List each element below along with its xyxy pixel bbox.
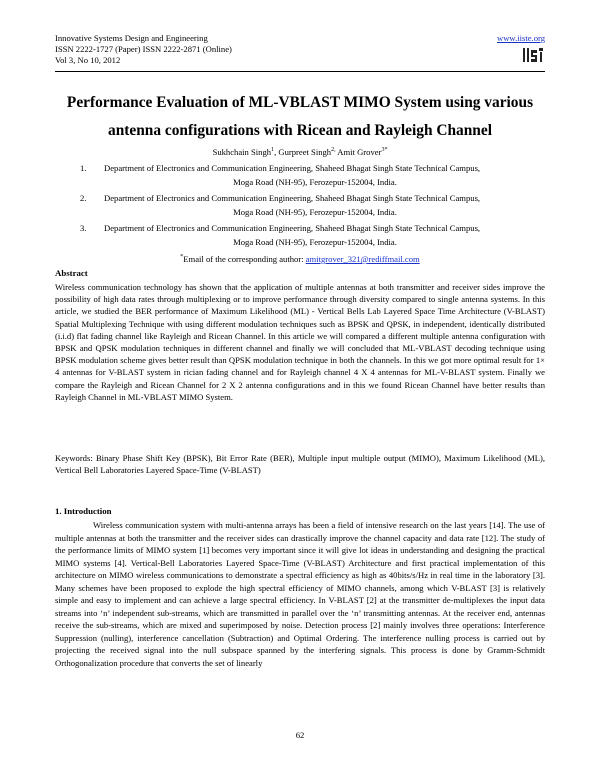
journal-issn: ISSN 2222-1727 (Paper) ISSN 2222-2871 (Online) xyxy=(55,44,232,54)
affiliation-dept: Department of Electronics and Communication Engineering, Shaheed Bhagat Singh State Technical Campus, xyxy=(104,223,481,233)
paper-title-line-2: antenna configurations with Ricean and Rayleigh Channel xyxy=(108,122,492,139)
journal-name: Innovative Systems Design and Engineering xyxy=(55,33,208,43)
affiliation-dept: Department of Electronics and Communication Engineering, Shaheed Bhagat Singh State Technical Campus, xyxy=(104,193,481,203)
page-number: 62 xyxy=(295,730,305,740)
author-name: Amit Grover xyxy=(335,147,382,157)
abstract-heading: Abstract xyxy=(55,268,88,278)
author-mark: 2, xyxy=(331,147,336,154)
abstract-body: Wireless communication technology has shown that the application of multiple antennas at both transmitter and receiver sides improve the possibility of high data rates through multiplexing or to improve performance through diversity compared to single antenna systems. In this article, we studied the BER performance of Maximum Likelihood (ML) - Vertical Bells Lab Layered Space Time Architecture (V-BLAST) Spatial Multiplexing Technique with using different modulation techniques such as BPSK and QPSK, in independent, identically distributed (i.i.d) flat fading channel like Rayleigh and Ricean Channel. In this article we will compared a different multiple antenna configuration with BPSK and QPSK modulation techniques in different channel and finally we will concluded that ML-VBLAST decoding technique using BPSK modulation scheme gives better result than QPSK modulation technique in both the channels. In this we got more optimal result for 1× 4 antennas for V-BLAST system in rician fading channel and for Rayleigh channel 4 X 4 antennas for ML-V-BLAST system. Finally we compare the Rayleigh and Ricean Channel for 2 X 2 antenna configurations and in this we found Ricean Channel have better results than Rayleigh Channel in ML-VBLAST MIMO System. xyxy=(55,282,545,402)
journal-header xyxy=(55,33,232,66)
header-divider xyxy=(55,71,545,72)
corresponding-author xyxy=(0,254,600,264)
journal-volume: Vol 3, No 10, 2012 xyxy=(55,55,121,65)
affiliation-number: 1. xyxy=(80,163,87,173)
paper-title-line-1: Performance Evaluation of ML-VBLAST MIMO System using various xyxy=(66,94,534,111)
author-mark: 3* xyxy=(381,147,388,154)
author-mark: 1 xyxy=(271,147,275,154)
iiste-logo-icon xyxy=(522,46,544,64)
affiliation-number: 3. xyxy=(80,223,87,233)
section-heading-introduction: 1. Introduction xyxy=(55,506,112,516)
keywords: Keywords: Binary Phase Shift Key (BPSK), Bit Error Rate (BER), Multiple input multiple output (MIMO), Maximum Likelihood (ML), Vertical Bell Laboratories Layered Space-Time (V-BLAST) xyxy=(55,453,545,476)
author-name: , Gurpreet Singh xyxy=(274,147,332,157)
introduction-body: Wireless communication system with multi-antenna arrays has been a field of intensive research on the last years [14]. The use of multiple antennas at both the transmitter and the receiver sides can drastically improve the channel capacity and data rate [12]. The study of the performance limits of MIMO system [1] becomes very important since it will give lot ideas in understanding and designing the practical MIMO systems [4]. Vertical-Bell Laboratories Layered Space-Time (V-BLAST) Architecture and first practical implementation of this architecture on MIMO wireless communications to demonstrate a spectral efficiency as high as 40bits/s/Hz in real time in the laboratory [3]. Many schemes have been proposed to explode the high spectral efficiency of MIMO channels, among which V-BLAST [3] is relatively simple and easy to implement and can achieve a large spectral efficiency. In V-BLAST [2] at the transmitter de-multiplexes the input data streams into ‘n’ independent sub-streams, which are transmitted in parallel over the ‘n’ transmitting antennas. At the receiver end, antennas receive the sub-streams, which are mixed and superimposed by noise. Detection process [2] mainly involves three operations: Interference Suppression (nulling), interference cancellation (Subtraction) and Optimal Ordering. The interference nulling process is carried out by projecting the received signal into the null subspace spanned by the interfering signals. This process is done by Gramm-Schmidt Orthogonalization procedure that converts the set of linearly xyxy=(55,520,545,668)
affiliation-dept: Department of Electronics and Communication Engineering, Shaheed Bhagat Singh State Technical Campus, xyxy=(104,163,481,173)
affiliation-address: Moga Road (NH-95), Ferozepur-152004, India. xyxy=(233,207,397,217)
journal-website-link[interactable]: www.iiste.org xyxy=(497,33,545,43)
affiliation-address: Moga Road (NH-95), Ferozepur-152004, India. xyxy=(233,237,397,247)
affiliation-number: 2. xyxy=(80,193,87,203)
email-link[interactable]: amitgrover_321@rediffmail.com xyxy=(305,254,420,264)
affiliation-address: Moga Road (NH-95), Ferozepur-152004, India. xyxy=(233,177,397,187)
email-label: Email of the corresponding author: xyxy=(183,254,306,264)
author-list xyxy=(0,147,600,157)
corresponding-mark: * xyxy=(180,254,184,261)
author-name: Sukhchain Singh xyxy=(212,147,272,157)
